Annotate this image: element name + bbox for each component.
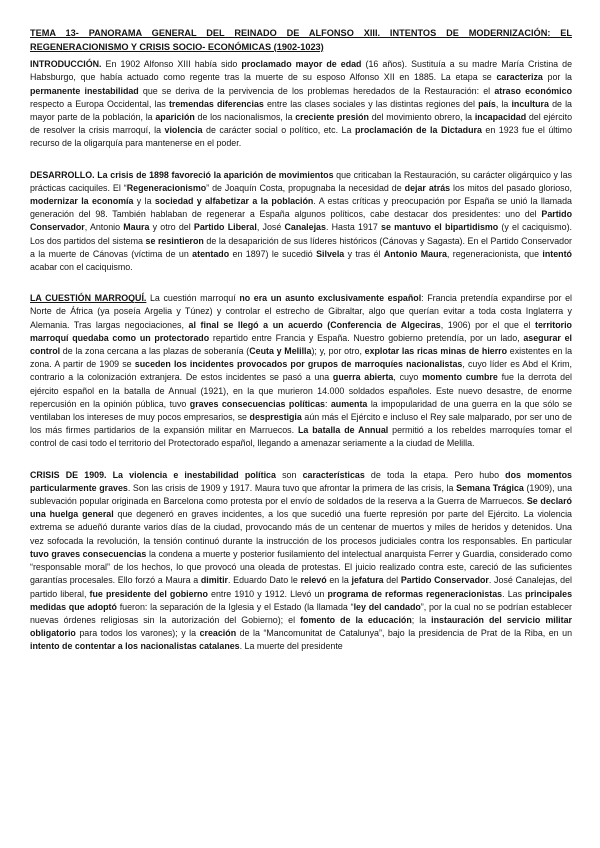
bold-text-run: Canalejas xyxy=(284,222,326,233)
bold-text-run: Ceuta y Melilla xyxy=(249,346,312,357)
bold-text-run: La violencia e inestabilidad política xyxy=(112,469,276,480)
text-run: , Antonio xyxy=(84,222,124,233)
bold-text-run: sociedad y alfabetizar a la población xyxy=(154,196,314,207)
text-run: que degeneró en graves incidentes, a los que sucedió una fuerte represión por parte del Ejército. La violencia extrema se adueñó durante varios días de la ciudad, provocando más de un centenar de muertos y miles de heridos y detenidos. Una vez sofocada la revolución, la tensión continuó durante la instrucción de los procesos judiciales contra los responsables. En particular xyxy=(30,509,572,546)
bold-text-run: Partido Conservador xyxy=(30,209,572,233)
bold-text-run: modernizar la economía xyxy=(30,196,134,207)
text-run: fueron: la separación de la Iglesia y el Estado (la llamada “ xyxy=(116,601,354,612)
bold-text-run: asegurar el control xyxy=(30,332,572,357)
text-run: entre las clases sociales y las distintas regiones del xyxy=(263,98,479,109)
text-run: , José xyxy=(256,222,285,233)
section-body xyxy=(30,470,572,652)
bold-text-run: La crisis de 1898 favoreció la aparición de movimientos xyxy=(97,169,334,180)
text-run: . Las xyxy=(502,588,526,599)
section-heading: INTRODUCCIÓN. xyxy=(30,59,102,70)
bold-text-run: dos momentos particularmente graves xyxy=(30,469,572,493)
text-run: permitió a los rebeldes marroquíes tomar el control de casi todo el territorio del Protectorado español, llegando a amenazar seriamente a la ciudad de Melilla. xyxy=(30,425,572,449)
text-run: entre 1910 y 1912. Llevó un xyxy=(207,588,328,599)
text-run: . Son las crisis de 1909 y 1917. Maura tuvo que afrontar la primera de las crisis, la xyxy=(127,482,457,493)
bold-text-run: no era un asunto exclusivamente español xyxy=(239,293,422,304)
text-run: ” de Joaquín Costa, propugnaba la necesidad de xyxy=(206,182,405,193)
text-run: de la zona cercana a las plazas de soberanía ( xyxy=(60,346,250,357)
bold-text-run: momento cumbre xyxy=(422,372,498,383)
bold-text-run: país xyxy=(478,98,496,109)
bold-text-run: instauración del servicio militar obligatorio xyxy=(30,614,572,639)
bold-text-run: Partido Liberal xyxy=(193,222,257,233)
text-run: y tras él xyxy=(344,248,384,259)
text-run: . José Canalejas, del partido liberal, xyxy=(30,575,572,599)
text-run: del movimiento obrero, la xyxy=(368,112,475,122)
text-run: La cuestión marroquí xyxy=(146,293,240,304)
bold-text-run: suceden los incidentes provocados por grupos de marroquíes nacionalistas xyxy=(134,359,463,370)
bold-text-run: intentó xyxy=(542,248,572,259)
bold-text-run: Se declaró una huelga general xyxy=(30,496,572,520)
text-run: de la “Mancomunitat de Catalunya”, bajo la presidencia de Prat de la Riba, en un xyxy=(236,628,573,639)
bold-text-run: dimitir xyxy=(200,575,228,586)
bold-text-run: fue presidente del gobierno xyxy=(89,588,208,599)
text-run: fue la derrota del ejército español en la batalla de Annual (1921), en la que murieron 14.000 soldados españoles. Este nuevo desastre, de enorme repercusión en la opinión pública, tuvo xyxy=(30,372,572,409)
bold-text-run: relevó xyxy=(300,575,327,586)
text-run: de toda la etapa. Pero hubo xyxy=(364,469,506,480)
text-run: (y el caciquismo). Los dos partidos del sistema xyxy=(30,222,572,246)
section-heading: LA CUESTIÓN MARROQUÍ. xyxy=(30,293,147,304)
bold-text-run: principales medidas que adoptó xyxy=(30,588,572,612)
bold-text-run: permanente inestabilidad xyxy=(30,85,139,96)
bold-text-run: Regeneracionismo xyxy=(126,182,207,193)
bold-text-run: se resintieron xyxy=(145,235,204,246)
bold-text-run: creación xyxy=(199,628,237,639)
bold-text-run: desprestigia xyxy=(249,412,302,423)
bold-text-run: guerra abierta xyxy=(332,372,394,383)
text-run: (16 años). Sustituía a su madre María Cristina de Habsburgo, que había actuado como regente tras la muerte de su esposo Alfonso XII en 1885. La etapa se xyxy=(30,59,573,83)
text-run: ); y, por otro, xyxy=(311,346,365,357)
bold-text-run: graves consecuencias políticas xyxy=(189,398,325,409)
text-run: son xyxy=(275,469,303,480)
text-run: . Eduardo Dato le xyxy=(228,575,301,586)
text-run: ; la xyxy=(411,614,432,625)
text-run: que se deriva de la pervivencia de los problemas heredados de la Restauración: el xyxy=(138,85,495,96)
text-run: y otro del xyxy=(149,222,194,233)
bold-text-run: creciente presión xyxy=(295,112,369,122)
bold-text-run: aumenta xyxy=(330,398,368,409)
bold-text-run: Silvela xyxy=(316,248,345,259)
text-run: aún más el Ejército e incluso el Rey sale malparado, por ser uno de los más firmes partidarios de la expansión militar en Marruecos. xyxy=(30,412,572,436)
section-heading: DESARROLLO. xyxy=(30,169,95,180)
bold-text-run: Semana Trágica xyxy=(456,482,524,493)
text-run: y la xyxy=(133,196,155,207)
text-run: (1909), una sublevación popular originada en Barcelona como protesta por el envío de soldados de la reserva a la Guerra de Marruecos. xyxy=(30,482,573,507)
bold-text-run: Antonio Maura xyxy=(383,248,447,259)
bold-text-run: territorio marroquí quedaba como un protectorado xyxy=(30,319,572,343)
bold-text-run: proclamado mayor de edad xyxy=(241,59,362,70)
section-introduccion xyxy=(30,58,572,150)
section-body xyxy=(30,59,572,148)
section-body xyxy=(30,293,572,448)
text-run: . Hasta 1917 xyxy=(325,222,382,233)
text-run: En 1902 Alfonso XIII había sido xyxy=(101,59,242,70)
bold-text-run: proclamación de la Dictadura xyxy=(354,125,482,136)
text-run: del ejército de resolver la crisis marroquí, la xyxy=(30,112,573,136)
text-run: en la xyxy=(326,575,352,586)
bold-text-run: intento de contentar a los nacionalistas catalanes xyxy=(30,641,240,652)
text-run: en 1923 fue el último recurso de la oligarquía para mantenerse en el poder. xyxy=(30,125,573,149)
text-run: la impopularidad de una guerra en la que sólo se ventilaban los intereses de muy pocos empresarios, se xyxy=(30,398,573,423)
text-run: , 1906) por el que el xyxy=(440,319,535,330)
bold-text-run: incultura xyxy=(511,98,549,109)
bold-text-run: La batalla de Annual xyxy=(297,425,389,436)
bold-text-run: dejar atrás xyxy=(404,182,451,193)
bold-text-run: explotar las ricas minas de hierro xyxy=(364,346,508,357)
bold-text-run: ley del candado xyxy=(353,601,421,612)
text-run: acabar con el caciquismo. xyxy=(30,262,133,273)
bold-text-run: al final se llegó a un acuerdo (Conferencia de Algeciras xyxy=(188,319,441,330)
bold-text-run: fomento de la educación xyxy=(300,614,412,625)
text-run: respecto a Europa Occidental, las xyxy=(30,98,169,109)
text-run: la condena a muerte y posterior fusilamiento del intelectual anarquista Ferrer y Guardia, considerado como “responsable moral” de los hechos, lo que provocó una oleada de protestas. El juicio realizado contra este, careció de las suficientes garantías procesales. Ello forzó a Maura a xyxy=(30,548,572,586)
text-run: repartido entre Francia y España. Nuestro gobierno pretendía, por un lado, xyxy=(209,332,524,343)
bold-text-run: atraso económico xyxy=(494,85,572,96)
text-run: de la desaparición de sus líderes históricos (Cánovas y Sagasta). En el Partido Conservador a la muerte de Cánovas (víctima de un xyxy=(30,235,572,259)
text-run: . A estas críticas y preocupación por España se unió la llamada generación del 98. También hablaban de regenerar a España algunos políticos, cabe destacar dos presidentes: uno del xyxy=(30,196,572,220)
text-run: , cuyo líder es Abd el Krim, contrario a la colonización extranjera. De estos incidentes se pasó a una xyxy=(30,359,573,383)
text-run: de la mayor parte de la población, la xyxy=(30,98,572,122)
bold-text-run: aparición xyxy=(155,112,195,122)
text-run: , la xyxy=(495,98,512,109)
bold-text-run: caracteriza xyxy=(496,72,543,83)
text-run: que criticaban la Restauración, su carácter oligárquico y las prácticas caciquiles. El “ xyxy=(30,169,572,193)
bold-text-run: violencia xyxy=(164,125,203,136)
bold-text-run: jefatura xyxy=(351,575,384,586)
section-body xyxy=(30,170,572,272)
section-heading: CRISIS DE 1909. xyxy=(30,469,107,480)
text-run: ”, por la cual no se podrían establecer nuevas órdenes religiosas sin la autorización del Gobierno); el xyxy=(30,601,572,625)
text-run: de carácter social o político, etc. La xyxy=(202,125,355,136)
text-run: por la xyxy=(542,72,572,83)
text-run: , cuyo xyxy=(393,372,423,383)
text-run: existentes en la zona. A partir de 1909 se xyxy=(30,346,573,370)
bold-text-run: se mantuvo el bipartidismo xyxy=(381,222,499,233)
text-run: : Francia pretendía expandirse por el Norte de África (ya poseía Argelia y Túnez) y controlar el estrecho de Gibraltar, algo que querían evitar a toda costa Inglaterra y Alemania. Tras largas negociaciones, xyxy=(30,293,572,330)
bold-text-run: tremendas diferencias xyxy=(168,98,264,109)
text-run: del xyxy=(383,575,401,586)
bold-text-run: tuvo graves consecuencias xyxy=(30,548,147,559)
section-desarrollo xyxy=(30,169,572,275)
bold-text-run: atentado xyxy=(192,248,230,259)
text-run: en 1897) le sucedió xyxy=(229,248,317,259)
text-run: , regeneracionista, que xyxy=(446,248,543,259)
bold-text-run: características xyxy=(302,469,365,480)
text-run: para todos los varones); y la xyxy=(75,628,200,639)
text-run: los mitos del pasado glorioso, xyxy=(450,182,572,193)
text-run: . La muerte del presidente xyxy=(239,641,343,652)
document-title: TEMA 13- PANORAMA GENERAL DEL REINADO DE ALFONSO XIII. INTENTOS DE MODERNIZACIÓN: EL REGENERACIONISMO Y CRISIS SOCIO- ECONÓMICAS (1902-1023) xyxy=(30,28,572,52)
bold-text-run: Partido Conservador xyxy=(400,575,489,586)
bold-text-run: incapacidad xyxy=(474,112,527,122)
text-run: de los nacionalismos, la xyxy=(194,112,296,122)
text-run: : xyxy=(324,398,331,409)
section-cuestion-marroqui xyxy=(30,292,572,450)
bold-text-run: Maura xyxy=(123,222,150,233)
bold-text-run: programa de reformas regeneracionistas xyxy=(327,588,503,599)
section-crisis-1909 xyxy=(30,469,572,654)
